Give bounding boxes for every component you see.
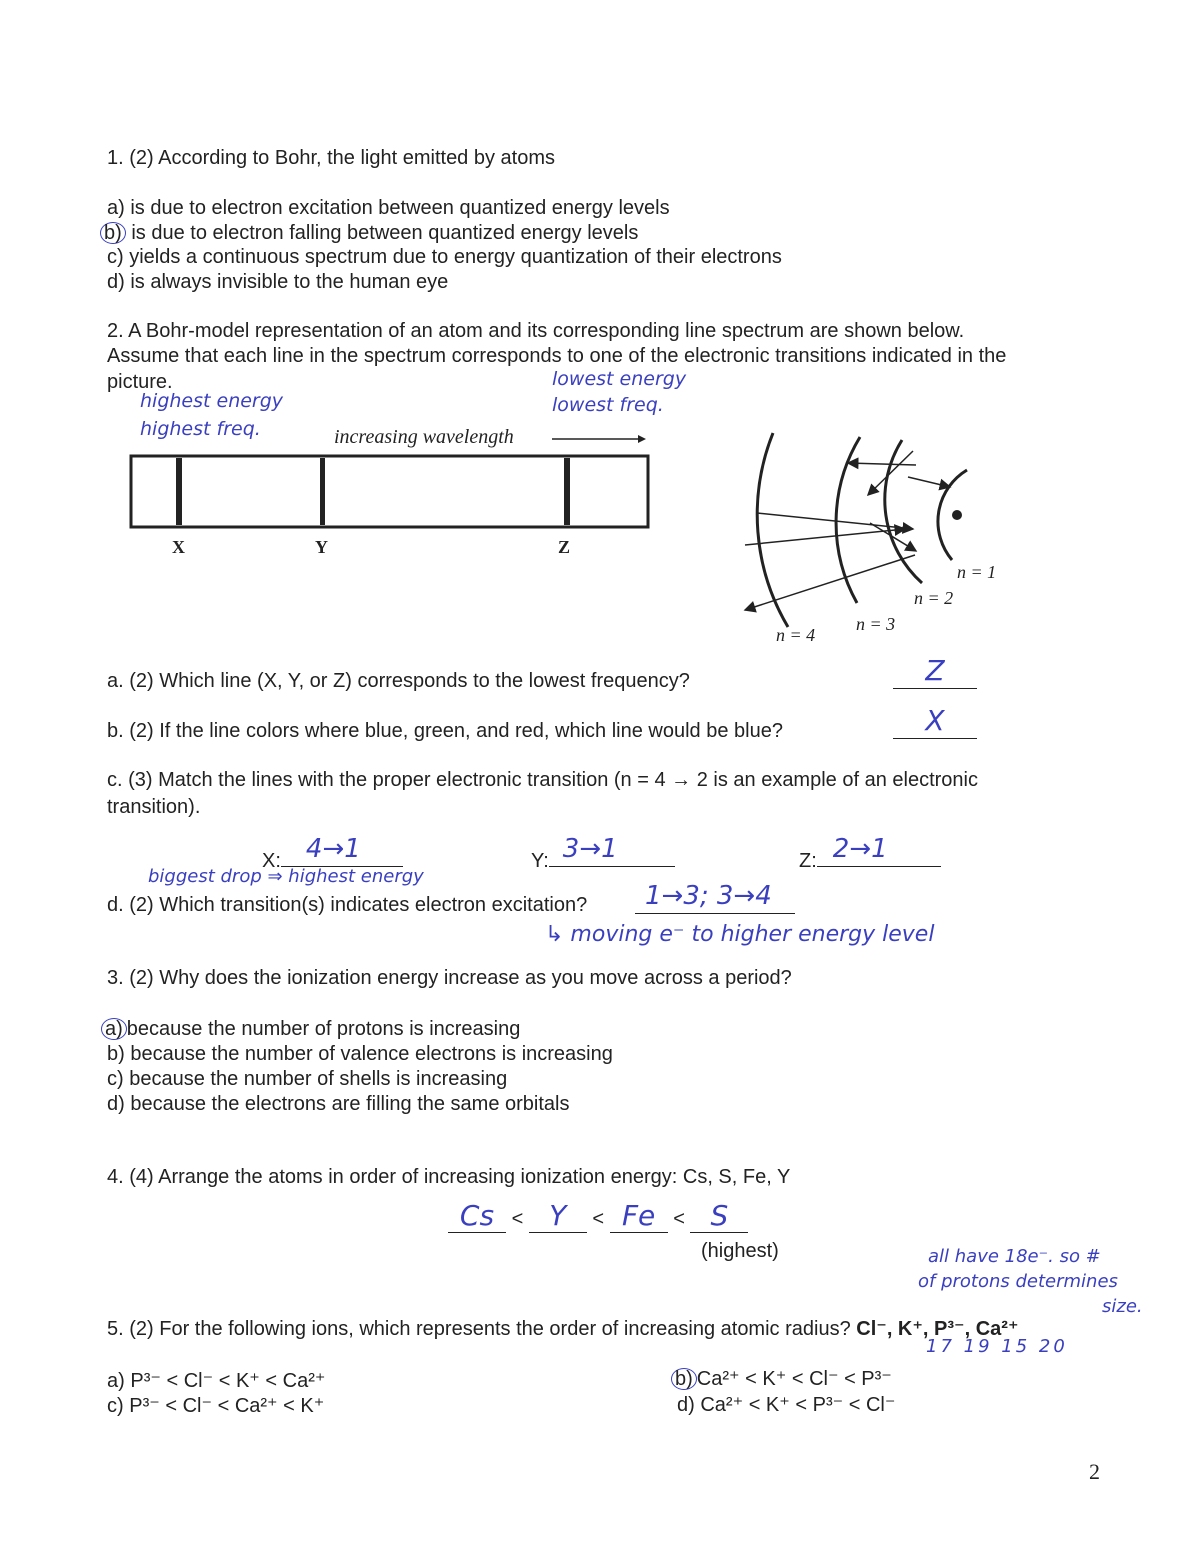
level-n2: n = 2 (914, 588, 954, 608)
q2a-answer: Z (925, 654, 945, 687)
q5-note-1: all have 18e⁻. so # (928, 1246, 1101, 1267)
answer-circle: b) (100, 222, 126, 244)
q4-answer-4: S (690, 1200, 748, 1233)
orbit-n3 (836, 437, 860, 603)
q3-option-d: d) because the electrons are filling the same orbitals (107, 1093, 570, 1115)
label-x: X (172, 537, 185, 557)
q3-option-b: b) because the number of valence electrons is increasing (107, 1043, 613, 1065)
q1-option-d: d) is always invisible to the human eye (107, 271, 449, 293)
q5-option-b: b) Ca²⁺ < K⁺ < Cl⁻ < P³⁻ (671, 1366, 892, 1391)
q4-answer-1: Cs (448, 1200, 506, 1233)
level-n1: n = 1 (957, 562, 997, 582)
q5-option-a: a) P³⁻ < Cl⁻ < K⁺ < Ca²⁺ (107, 1370, 326, 1392)
answer-circle: a) (101, 1018, 127, 1040)
q2b-text: b. (2) If the line colors where blue, green, and red, which line would be blue? (107, 720, 783, 742)
q4-answer-3: Fe (610, 1200, 668, 1233)
q2c-note: biggest drop ⇒ highest energy (148, 866, 424, 887)
q2c-z: Z: 2→1 (799, 846, 941, 873)
spectral-line-z (564, 458, 570, 525)
q2b-answer-blank (893, 704, 977, 739)
q4-highest: (highest) (701, 1240, 779, 1262)
q2d-answer-blank (635, 883, 795, 914)
q3-option-c: c) because the number of shells is increasing (107, 1068, 508, 1090)
q2c-text-2: transition). (107, 796, 201, 818)
note-lowest-freq: lowest freq. (552, 394, 664, 416)
q2d-answer: 1→3; 3→4 (645, 881, 772, 911)
q2d-note: ↳ moving e⁻ to higher energy level (545, 922, 935, 947)
q2d-text: d. (2) Which transition(s) indicates electron excitation? (107, 894, 588, 916)
q4-answer-row: Cs < Y < Fe < S (448, 1200, 748, 1236)
page-number: 2 (1089, 1459, 1100, 1484)
q2a-text: a. (2) Which line (X, Y, or Z) corresponds to the lowest frequency? (107, 670, 690, 692)
q5-note-3: size. (1102, 1296, 1143, 1317)
q5-note-2: of protons determines (918, 1271, 1118, 1292)
spectrum-caption: increasing wavelength (334, 426, 514, 448)
q2c-text-1: c. (3) Match the lines with the proper electronic transition (n = 4 → 2 is an example of an electronic (107, 769, 978, 791)
q1-option-a: a) is due to electron excitation between quantized energy levels (107, 197, 670, 219)
q5-ions: Cl⁻, K⁺, P³⁻, Ca²⁺ (856, 1318, 1019, 1340)
q1-stem: 1. (2) According to Bohr, the light emitted by atoms (107, 147, 556, 169)
note-lowest-energy: lowest energy (552, 368, 687, 390)
q1-option-c: c) yields a continuous spectrum due to energy quantization of their electrons (107, 246, 782, 268)
level-n3: n = 3 (856, 614, 896, 634)
q4-answer-2: Y (529, 1200, 587, 1233)
q5-note-4: 17 19 15 20 (926, 1336, 1068, 1357)
spectral-line-x (176, 458, 182, 525)
label-z: Z (558, 537, 571, 557)
line-spectrum (120, 425, 660, 555)
q5-option-c: c) P³⁻ < Cl⁻ < Ca²⁺ < K⁺ (107, 1395, 325, 1417)
label-y: Y (315, 537, 328, 557)
q2b-answer: X (925, 704, 945, 737)
q4-stem: 4. (4) Arrange the atoms in order of increasing ionization energy: Cs, S, Fe, Y (107, 1166, 791, 1188)
level-n4: n = 4 (776, 625, 816, 645)
q2-stem-1: 2. A Bohr-model representation of an atom and its corresponding line spectrum are shown below. (107, 320, 965, 342)
q5-stem: 5. (2) For the following ions, which represents the order of increasing atomic radius? Cl⁻, K⁺, P³⁻, Ca²⁺ (107, 1318, 1019, 1340)
q2c-y: Y: 3→1 (531, 846, 675, 873)
q2-stem-3: picture. (107, 371, 173, 393)
q3-option-a: a) because the number of protons is increasing (101, 1018, 520, 1041)
spectral-line-y (320, 458, 325, 525)
answer-circle: b) (671, 1368, 697, 1390)
q2c-x: X: 4→1 (262, 846, 403, 873)
nucleus (952, 510, 962, 520)
q1-option-b: b) is due to electron falling between quantized energy levels (100, 222, 638, 245)
q2a-answer-blank (893, 654, 977, 689)
orbit-n2 (885, 440, 922, 583)
note-highest-freq: highest freq. (140, 418, 261, 440)
note-highest-energy: highest energy (140, 390, 284, 412)
q3-stem: 3. (2) Why does the ionization energy increase as you move across a period? (107, 967, 792, 989)
q2-stem-2: Assume that each line in the spectrum corresponds to one of the electronic transitions indicated in the (107, 345, 1007, 367)
q5-option-d: d) Ca²⁺ < K⁺ < P³⁻ < Cl⁻ (677, 1394, 896, 1416)
